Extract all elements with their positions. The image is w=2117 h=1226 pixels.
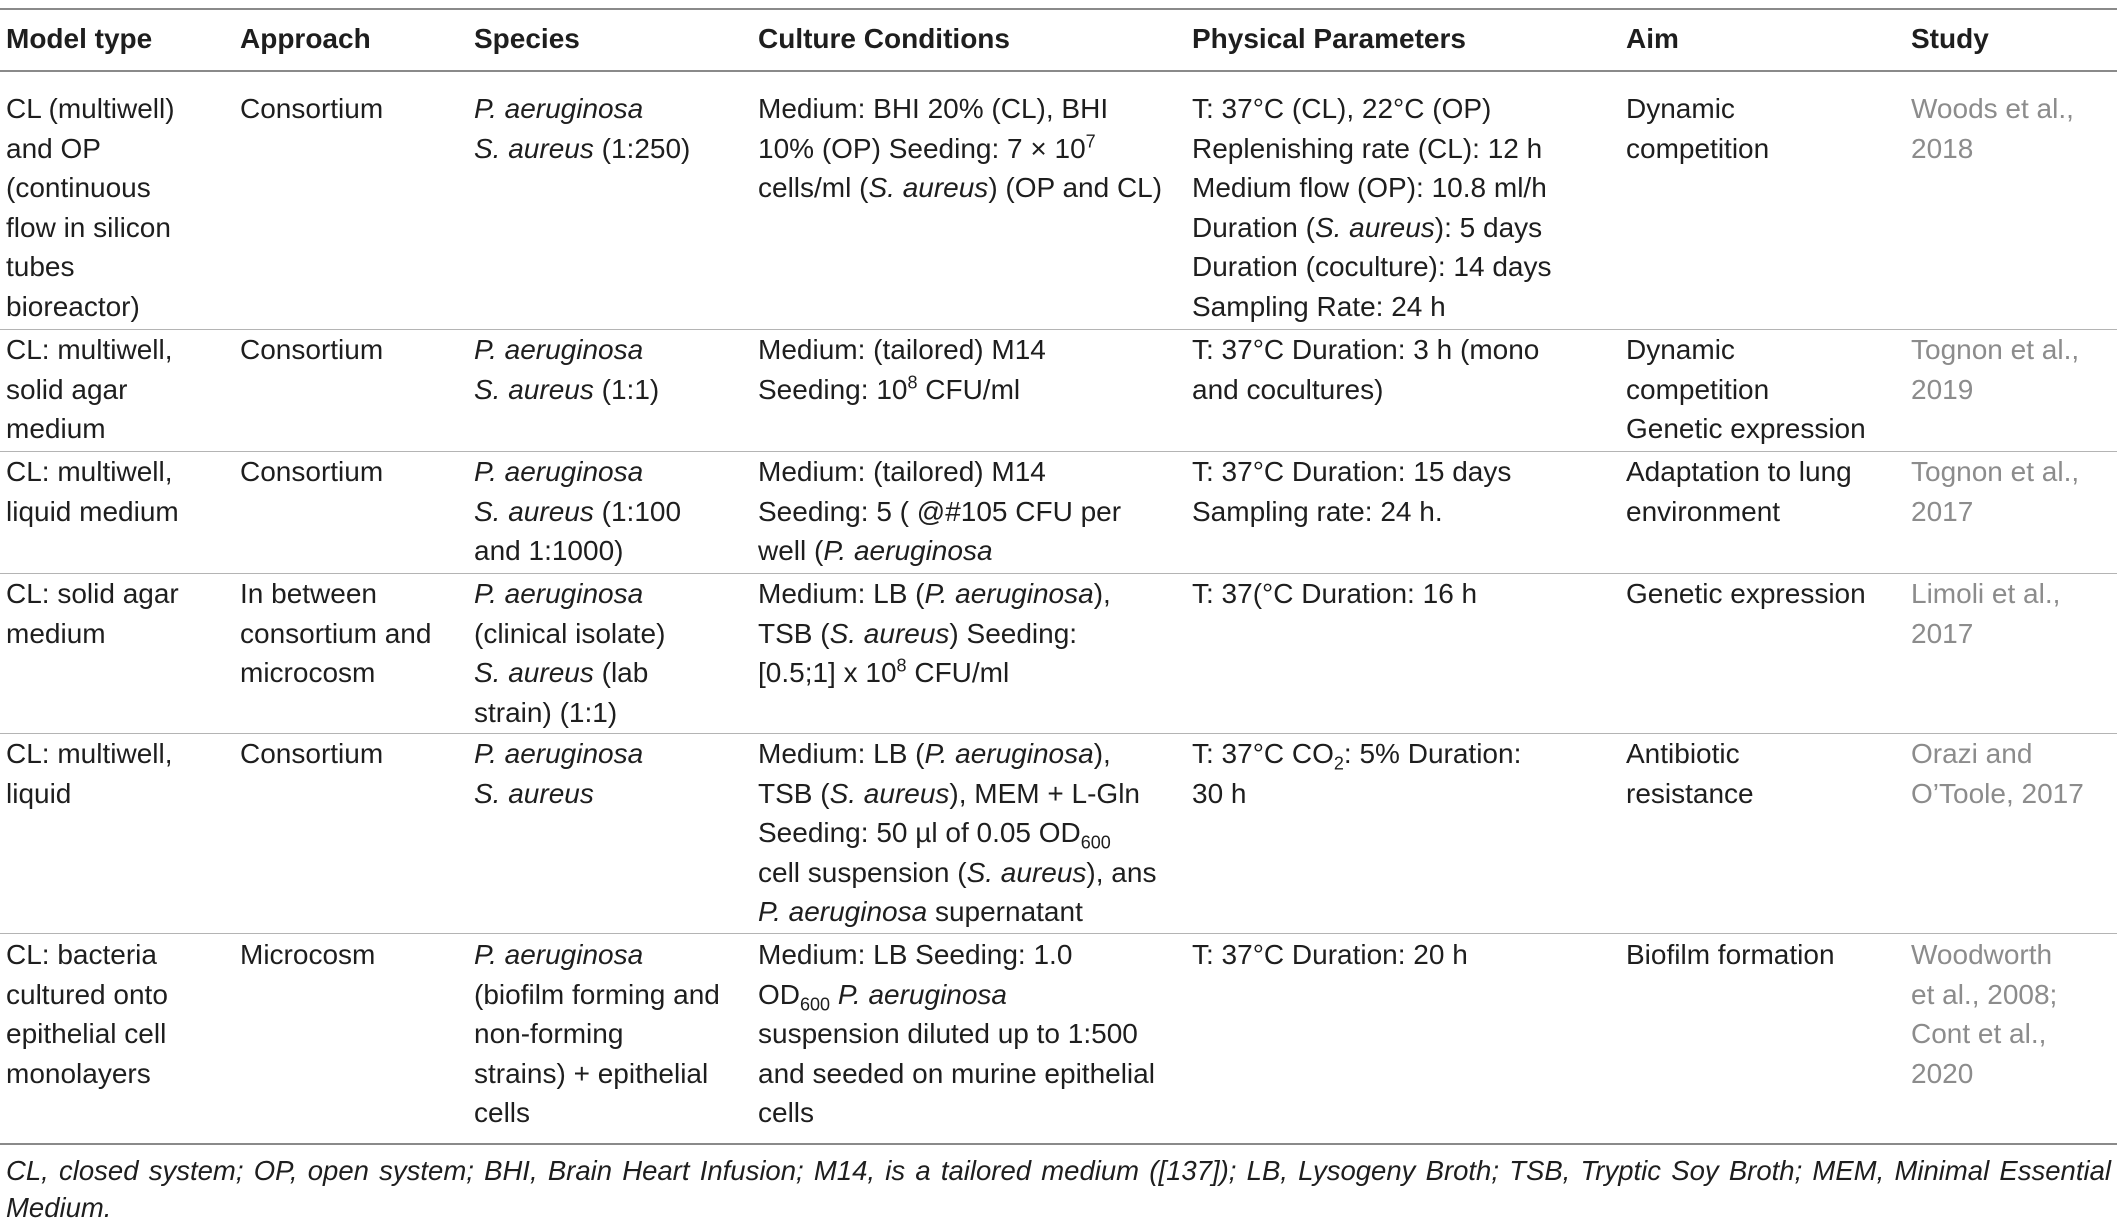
cell-line: Tognon et al., <box>1911 456 2080 487</box>
cell-text: Seeding: 10 <box>758 373 908 405</box>
table-row-6-species <box>474 935 720 1133</box>
table-footnote: CL, closed system; OP, open system; BHI, Brain Heart Infusion; M14, is a tailored medium ([137]); LB, Lysogeny Broth; TSB, Tryptic Soy Broth; MEM, Minimal Essential Medium. <box>6 1155 2111 1223</box>
cell-line: et al., 2008; <box>1911 978 2058 1010</box>
cell-line: 2018 <box>1911 132 1974 164</box>
table-row-1-model <box>6 89 175 326</box>
cell-line: 2017 <box>1911 617 1974 649</box>
species-name: S. aureus <box>1314 211 1435 243</box>
cell-text: ), <box>1093 578 1111 609</box>
cell-text: TSB ( <box>758 617 830 649</box>
table-row-3-physical <box>1192 452 1511 531</box>
cell-line: Adaptation to lung <box>1626 456 1852 487</box>
cell-text: ): 5 days <box>1434 211 1543 243</box>
cell-line: bioreactor) <box>6 290 140 322</box>
table-header-rule <box>0 70 2117 72</box>
species-name: P. aeruginosa <box>474 738 644 769</box>
cell-line: epithelial cell <box>6 1018 167 1049</box>
table-row-3-approach <box>240 452 383 492</box>
cell-line: Woodworth <box>1911 939 2053 970</box>
table-row-1-aim <box>1626 89 1769 168</box>
cell-line: CL: multiwell, <box>6 738 173 769</box>
species-name: P. aeruginosa <box>758 896 928 927</box>
table-row-3-species <box>474 452 681 571</box>
species-name: S. aureus <box>966 856 1087 888</box>
cell-text: (lab <box>593 657 649 688</box>
table-row-5-physical <box>1192 734 1521 813</box>
header-culture-conditions: Culture Conditions <box>758 23 1010 54</box>
cell-line: Tognon et al., <box>1911 334 2080 365</box>
superscript: 8 <box>907 372 918 393</box>
cell-line: cells <box>474 1097 531 1128</box>
species-name: P. aeruginosa <box>474 93 644 124</box>
cell-line: CL: bacteria <box>6 939 157 970</box>
cell-line: Medium: (tailored) M14 <box>758 334 1046 365</box>
cell-text: TSB ( <box>758 777 830 809</box>
cell-line: Replenishing rate (CL): 12 h <box>1192 132 1543 164</box>
table-row-3-model <box>6 452 179 531</box>
cell-line: Medium: LB Seeding: 1.0 <box>758 939 1073 970</box>
species-name: S. aureus <box>829 617 950 649</box>
cell-line: Seeding: 5 ( @#105 CFU per <box>758 495 1122 527</box>
species-name: P. aeruginosa <box>924 578 1094 609</box>
subscript: 600 <box>1080 832 1111 853</box>
species-name: S. aureus <box>474 373 594 405</box>
cell-line: T: 37°C Duration: 20 h <box>1192 939 1468 970</box>
cell-line: Sampling rate: 24 h. <box>1192 495 1443 527</box>
cell-line: medium <box>6 413 106 444</box>
table-row-4-model <box>6 574 179 653</box>
cell-line: Medium: (tailored) M14 <box>758 456 1046 487</box>
cell-text: ), <box>1093 738 1111 769</box>
cell-text: Seeding: 50 µl of 0.05 OD <box>758 817 1081 848</box>
cell-text: (1:250) <box>593 132 691 164</box>
species-name: S. aureus <box>474 495 594 527</box>
table-row-6-model <box>6 935 168 1093</box>
cell-text: Duration ( <box>1192 211 1315 243</box>
cell-line: consortium and <box>240 617 432 649</box>
cell-line: Duration (coculture): 14 days <box>1192 251 1552 282</box>
cell-line: T: 37°C Duration: 3 h (mono <box>1192 334 1540 365</box>
cell-line: Cont et al., <box>1911 1018 2047 1049</box>
cell-line: CL: multiwell, <box>6 456 173 487</box>
table-row-6-aim <box>1626 935 1835 975</box>
table-row-2-species <box>474 330 659 409</box>
species-name: S. aureus <box>474 777 594 809</box>
cell-line: CL (multiwell) <box>6 93 175 124</box>
cell-line: Microcosm <box>240 939 376 970</box>
cell-text: cells/ml ( <box>758 172 869 203</box>
cell-line: (continuous <box>6 172 151 203</box>
table-row-5-model <box>6 734 172 813</box>
table-row-2-aim <box>1626 330 1866 449</box>
row-separator <box>0 933 2117 934</box>
species-name: P. aeruginosa <box>474 334 644 365</box>
cell-line: and seeded on murine epithelial <box>758 1057 1155 1089</box>
cell-line: Consortium <box>240 738 384 769</box>
cell-line: (clinical isolate) <box>474 617 666 649</box>
cell-line: suspension diluted up to 1:500 <box>758 1018 1138 1049</box>
cell-text: 10% (OP) Seeding: 7 × 10 <box>758 132 1086 164</box>
cell-text: ) Seeding: <box>949 617 1078 649</box>
species-name: S. aureus <box>829 777 950 809</box>
table-row-6-physical <box>1192 935 1468 975</box>
cell-line: 2019 <box>1911 373 1974 405</box>
superscript: 8 <box>896 655 907 676</box>
superscript: 7 <box>1085 131 1096 152</box>
cell-text: [0.5;1] x 10 <box>758 657 897 688</box>
header-approach: Approach <box>240 23 371 54</box>
cell-line: CL: solid agar <box>6 578 179 609</box>
cell-line: solid agar <box>6 373 128 405</box>
cell-line: and cocultures) <box>1192 373 1384 405</box>
species-name: P. aeruginosa <box>830 978 1008 1010</box>
cell-text: well ( <box>758 535 824 566</box>
cell-line: microcosm <box>240 657 376 688</box>
header-study: Study <box>1911 23 1989 54</box>
cell-line: Medium flow (OP): 10.8 ml/h <box>1192 172 1547 203</box>
species-name: P. aeruginosa <box>474 578 644 609</box>
cell-line: Dynamic <box>1626 334 1735 365</box>
cell-line: Orazi and <box>1911 738 2033 769</box>
table-row-6-approach <box>240 935 375 975</box>
cell-line: Genetic expression <box>1626 413 1866 444</box>
table-row-1-study <box>1911 89 2074 168</box>
cell-line: Sampling Rate: 24 h <box>1192 290 1446 322</box>
cell-line: resistance <box>1626 777 1754 809</box>
cell-text: ), MEM + L-Gln <box>949 777 1141 809</box>
table-row-2-study <box>1911 330 2079 409</box>
cell-line: Consortium <box>240 456 384 487</box>
cell-text: T: 37°C CO <box>1192 738 1334 769</box>
table-bottom-rule <box>0 1143 2117 1145</box>
table-row-6-study <box>1911 935 2057 1093</box>
cell-line: T: 37°C (CL), 22°C (OP) <box>1192 93 1492 124</box>
cell-line: Antibiotic <box>1626 738 1740 769</box>
cell-line: and 1:1000) <box>474 535 624 566</box>
cell-line: Consortium <box>240 93 384 124</box>
cell-line: Woods et al., <box>1911 93 2074 124</box>
cell-text: cell suspension ( <box>758 856 967 888</box>
cell-line: 2020 <box>1911 1057 1974 1089</box>
table-row-5-study <box>1911 734 2084 813</box>
cell-line: O’Toole, 2017 <box>1911 777 2084 809</box>
cell-line: non-forming <box>474 1018 624 1049</box>
table-row-1-culture <box>758 89 1162 208</box>
cell-line: environment <box>1626 495 1781 527</box>
cell-text: ), ans <box>1086 856 1157 888</box>
table-row-4-physical <box>1192 574 1477 614</box>
cell-line: Limoli et al., <box>1911 578 2061 609</box>
table-row-2-approach <box>240 330 383 370</box>
cell-text: (1:1) <box>593 373 660 405</box>
cell-line: strains) + epithelial <box>474 1057 709 1089</box>
cell-text: : 5% Duration: <box>1343 738 1522 769</box>
cell-text: CFU/ml <box>906 657 1010 688</box>
cell-text: supernatant <box>927 896 1083 927</box>
table-row-4-species <box>474 574 665 732</box>
table-row-1-species <box>474 89 690 168</box>
table-row-4-approach <box>240 574 431 693</box>
subscript: 2 <box>1333 753 1344 774</box>
species-name: P. aeruginosa <box>924 738 1094 769</box>
table-row-2-culture <box>758 330 1046 409</box>
cell-line: Medium: BHI 20% (CL), BHI <box>758 93 1109 124</box>
table-row-3-culture <box>758 452 1121 571</box>
cell-line: flow in silicon <box>6 211 171 243</box>
cell-line: Dynamic <box>1626 93 1735 124</box>
cell-line: Genetic expression <box>1626 578 1866 609</box>
species-name: S. aureus <box>868 172 989 203</box>
cell-line: monolayers <box>6 1057 151 1089</box>
cell-text: CFU/ml <box>917 373 1021 405</box>
table-row-5-species <box>474 734 643 813</box>
table-row-1-physical <box>1192 89 1552 326</box>
cell-text: Medium: LB ( <box>758 578 925 609</box>
cell-line: strain) (1:1) <box>474 696 618 728</box>
cell-line: and OP <box>6 132 101 164</box>
table-row-4-culture <box>758 574 1111 693</box>
species-name: S. aureus <box>474 657 594 688</box>
species-name: P. aeruginosa <box>474 939 644 970</box>
table-row-2-model <box>6 330 172 449</box>
table-row-4-study <box>1911 574 2060 653</box>
header-species: Species <box>474 23 580 54</box>
cell-line: (biofilm forming and <box>474 978 720 1010</box>
header-model-type: Model type <box>6 23 153 54</box>
cell-line: competition <box>1626 132 1770 164</box>
cell-line: In between <box>240 578 377 609</box>
cell-line: liquid medium <box>6 495 179 527</box>
species-name: S. aureus <box>474 132 594 164</box>
cell-text: Medium: LB ( <box>758 738 925 769</box>
species-name: P. aeruginosa <box>474 456 644 487</box>
cell-line: Consortium <box>240 334 384 365</box>
table-top-rule <box>0 8 2117 10</box>
header-physical-parameters: Physical Parameters <box>1192 23 1466 54</box>
table-row-2-physical <box>1192 330 1539 409</box>
table-row-3-aim <box>1626 452 1852 531</box>
subscript: 600 <box>800 994 831 1015</box>
table-row-5-culture <box>758 734 1156 932</box>
cell-line: competition <box>1626 373 1770 405</box>
cell-text: OD <box>758 978 800 1010</box>
table-row-5-approach <box>240 734 383 774</box>
cell-line: 2017 <box>1911 495 1974 527</box>
cell-line: Biofilm formation <box>1626 939 1835 970</box>
table-row-5-aim <box>1626 734 1754 813</box>
cell-line: liquid <box>6 777 72 809</box>
species-name: P. aeruginosa <box>823 535 993 566</box>
table-row-3-study <box>1911 452 2079 531</box>
cell-line: tubes <box>6 251 75 282</box>
cell-text: ) (OP and CL) <box>988 172 1163 203</box>
cell-line: T: 37°C Duration: 15 days <box>1192 456 1512 487</box>
table-row-1-approach <box>240 89 383 129</box>
cell-line: CL: multiwell, <box>6 334 173 365</box>
header-aim: Aim <box>1626 23 1679 54</box>
cell-line: T: 37(°C Duration: 16 h <box>1192 578 1478 609</box>
cell-line: medium <box>6 617 106 649</box>
cell-text: (1:100 <box>593 495 682 527</box>
cell-line: cells <box>758 1097 815 1128</box>
table-row-6-culture <box>758 935 1155 1133</box>
table-row-4-aim <box>1626 574 1866 614</box>
cell-line: 30 h <box>1192 777 1247 809</box>
cell-line: cultured onto <box>6 978 168 1010</box>
